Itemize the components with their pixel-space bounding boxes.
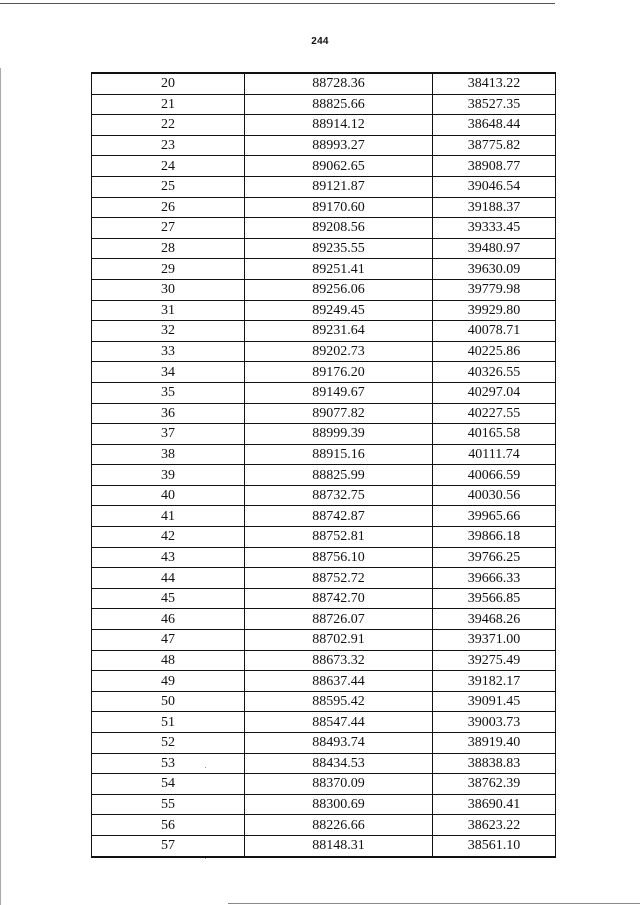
table-row [92, 115, 556, 136]
table-row [92, 712, 556, 733]
table-row [92, 568, 556, 589]
scan-speck [205, 858, 206, 859]
x-coordinate-cell: 88742.87 [245, 506, 433, 527]
point-number-cell: 39 [92, 465, 245, 486]
y-coordinate-cell: 39965.66 [433, 506, 556, 527]
x-coordinate-cell: 89062.65 [245, 156, 433, 177]
point-number-cell: 40 [92, 485, 245, 506]
table-row [92, 362, 556, 383]
point-number-cell: 47 [92, 630, 245, 651]
y-coordinate-cell: 38762.39 [433, 774, 556, 795]
x-coordinate-cell: 88702.91 [245, 630, 433, 651]
scan-border-left [0, 68, 1, 905]
page-number: 244 [311, 36, 329, 47]
point-number-cell: 35 [92, 382, 245, 403]
x-coordinate-cell: 88300.69 [245, 794, 433, 815]
x-coordinate-cell: 88742.70 [245, 588, 433, 609]
point-number-cell: 48 [92, 650, 245, 671]
x-coordinate-cell: 89077.82 [245, 403, 433, 424]
point-number-cell: 57 [92, 835, 245, 856]
point-number-cell: 26 [92, 197, 245, 218]
point-number-cell: 21 [92, 94, 245, 115]
point-number-cell: 36 [92, 403, 245, 424]
y-coordinate-cell: 38838.83 [433, 753, 556, 774]
point-number-cell: 31 [92, 300, 245, 321]
coordinate-table [91, 72, 556, 858]
y-coordinate-cell: 40225.86 [433, 341, 556, 362]
table-row [92, 341, 556, 362]
table-row [92, 94, 556, 115]
point-number-cell: 56 [92, 815, 245, 836]
table-row [92, 588, 556, 609]
scan-border-bottom [228, 903, 640, 904]
x-coordinate-cell: 89176.20 [245, 362, 433, 383]
point-number-cell: 44 [92, 568, 245, 589]
y-coordinate-cell: 40078.71 [433, 321, 556, 342]
table-row [92, 321, 556, 342]
point-number-cell: 52 [92, 733, 245, 754]
y-coordinate-cell: 39630.09 [433, 259, 556, 280]
x-coordinate-cell: 88732.75 [245, 485, 433, 506]
x-coordinate-cell: 88226.66 [245, 815, 433, 836]
x-coordinate-cell: 89121.87 [245, 176, 433, 197]
x-coordinate-cell: 89149.67 [245, 382, 433, 403]
table-row [92, 794, 556, 815]
scan-border-top [0, 3, 555, 4]
table-row [92, 753, 556, 774]
point-number-cell: 20 [92, 73, 245, 94]
table-row [92, 135, 556, 156]
y-coordinate-cell: 38690.41 [433, 794, 556, 815]
table-row [92, 527, 556, 548]
table-row [92, 218, 556, 239]
y-coordinate-cell: 40165.58 [433, 424, 556, 445]
x-coordinate-cell: 88756.10 [245, 547, 433, 568]
table-row [92, 671, 556, 692]
x-coordinate-cell: 89231.64 [245, 321, 433, 342]
y-coordinate-cell: 39566.85 [433, 588, 556, 609]
x-coordinate-cell: 88752.72 [245, 568, 433, 589]
table-row [92, 300, 556, 321]
y-coordinate-cell: 39779.98 [433, 279, 556, 300]
point-number-cell: 45 [92, 588, 245, 609]
y-coordinate-cell: 40030.56 [433, 485, 556, 506]
table-row [92, 485, 556, 506]
y-coordinate-cell: 40297.04 [433, 382, 556, 403]
table-row [92, 259, 556, 280]
table-row [92, 774, 556, 795]
y-coordinate-cell: 38413.22 [433, 73, 556, 94]
x-coordinate-cell: 88999.39 [245, 424, 433, 445]
point-number-cell: 53 [92, 753, 245, 774]
y-coordinate-cell: 39468.26 [433, 609, 556, 630]
x-coordinate-cell: 89251.41 [245, 259, 433, 280]
point-number-cell: 42 [92, 527, 245, 548]
y-coordinate-cell: 39188.37 [433, 197, 556, 218]
y-coordinate-cell: 39333.45 [433, 218, 556, 239]
x-coordinate-cell: 88993.27 [245, 135, 433, 156]
x-coordinate-cell: 88547.44 [245, 712, 433, 733]
y-coordinate-cell: 39275.49 [433, 650, 556, 671]
y-coordinate-cell: 38527.35 [433, 94, 556, 115]
x-coordinate-cell: 88148.31 [245, 835, 433, 856]
x-coordinate-cell: 88726.07 [245, 609, 433, 630]
y-coordinate-cell: 39046.54 [433, 176, 556, 197]
y-coordinate-cell: 38623.22 [433, 815, 556, 836]
point-number-cell: 32 [92, 321, 245, 342]
table-row [92, 424, 556, 445]
point-number-cell: 30 [92, 279, 245, 300]
table-row [92, 403, 556, 424]
y-coordinate-cell: 38775.82 [433, 135, 556, 156]
point-number-cell: 37 [92, 424, 245, 445]
x-coordinate-cell: 88825.66 [245, 94, 433, 115]
point-number-cell: 41 [92, 506, 245, 527]
table-row [92, 465, 556, 486]
y-coordinate-cell: 39480.97 [433, 238, 556, 259]
y-coordinate-cell: 40326.55 [433, 362, 556, 383]
x-coordinate-cell: 88637.44 [245, 671, 433, 692]
x-coordinate-cell: 88915.16 [245, 444, 433, 465]
x-coordinate-cell: 89249.45 [245, 300, 433, 321]
point-number-cell: 33 [92, 341, 245, 362]
y-coordinate-cell: 38561.10 [433, 835, 556, 856]
point-number-cell: 34 [92, 362, 245, 383]
point-number-cell: 38 [92, 444, 245, 465]
table-row [92, 279, 556, 300]
y-coordinate-cell: 39766.25 [433, 547, 556, 568]
x-coordinate-cell: 89235.55 [245, 238, 433, 259]
table-row [92, 650, 556, 671]
table-row [92, 733, 556, 754]
table-row [92, 691, 556, 712]
point-number-cell: 49 [92, 671, 245, 692]
table-row [92, 506, 556, 527]
point-number-cell: 28 [92, 238, 245, 259]
y-coordinate-cell: 39003.73 [433, 712, 556, 733]
x-coordinate-cell: 88434.53 [245, 753, 433, 774]
y-coordinate-cell: 40111.74 [433, 444, 556, 465]
x-coordinate-cell: 89202.73 [245, 341, 433, 362]
table-row [92, 382, 556, 403]
table-row [92, 238, 556, 259]
table-row [92, 630, 556, 651]
point-number-cell: 51 [92, 712, 245, 733]
table-row [92, 176, 556, 197]
y-coordinate-cell: 38919.40 [433, 733, 556, 754]
x-coordinate-cell: 88370.09 [245, 774, 433, 795]
x-coordinate-cell: 88914.12 [245, 115, 433, 136]
point-number-cell: 23 [92, 135, 245, 156]
point-number-cell: 43 [92, 547, 245, 568]
table-row [92, 156, 556, 177]
point-number-cell: 46 [92, 609, 245, 630]
y-coordinate-cell: 39371.00 [433, 630, 556, 651]
x-coordinate-cell: 88493.74 [245, 733, 433, 754]
table-row [92, 609, 556, 630]
table-row [92, 444, 556, 465]
point-number-cell: 54 [92, 774, 245, 795]
point-number-cell: 29 [92, 259, 245, 280]
y-coordinate-cell: 38648.44 [433, 115, 556, 136]
y-coordinate-cell: 40066.59 [433, 465, 556, 486]
y-coordinate-cell: 39091.45 [433, 691, 556, 712]
table-body [92, 73, 556, 857]
x-coordinate-cell: 88728.36 [245, 73, 433, 94]
point-number-cell: 24 [92, 156, 245, 177]
x-coordinate-cell: 88673.32 [245, 650, 433, 671]
y-coordinate-cell: 39929.80 [433, 300, 556, 321]
table-row [92, 73, 556, 94]
table-row [92, 815, 556, 836]
point-number-cell: 55 [92, 794, 245, 815]
x-coordinate-cell: 88752.81 [245, 527, 433, 548]
table-row [92, 547, 556, 568]
point-number-cell: 22 [92, 115, 245, 136]
y-coordinate-cell: 40227.55 [433, 403, 556, 424]
y-coordinate-cell: 39182.17 [433, 671, 556, 692]
table-row [92, 835, 556, 856]
table-row [92, 197, 556, 218]
x-coordinate-cell: 88825.99 [245, 465, 433, 486]
y-coordinate-cell: 39666.33 [433, 568, 556, 589]
point-number-cell: 25 [92, 176, 245, 197]
x-coordinate-cell: 88595.42 [245, 691, 433, 712]
point-number-cell: 27 [92, 218, 245, 239]
x-coordinate-cell: 89256.06 [245, 279, 433, 300]
y-coordinate-cell: 38908.77 [433, 156, 556, 177]
x-coordinate-cell: 89208.56 [245, 218, 433, 239]
x-coordinate-cell: 89170.60 [245, 197, 433, 218]
y-coordinate-cell: 39866.18 [433, 527, 556, 548]
point-number-cell: 50 [92, 691, 245, 712]
